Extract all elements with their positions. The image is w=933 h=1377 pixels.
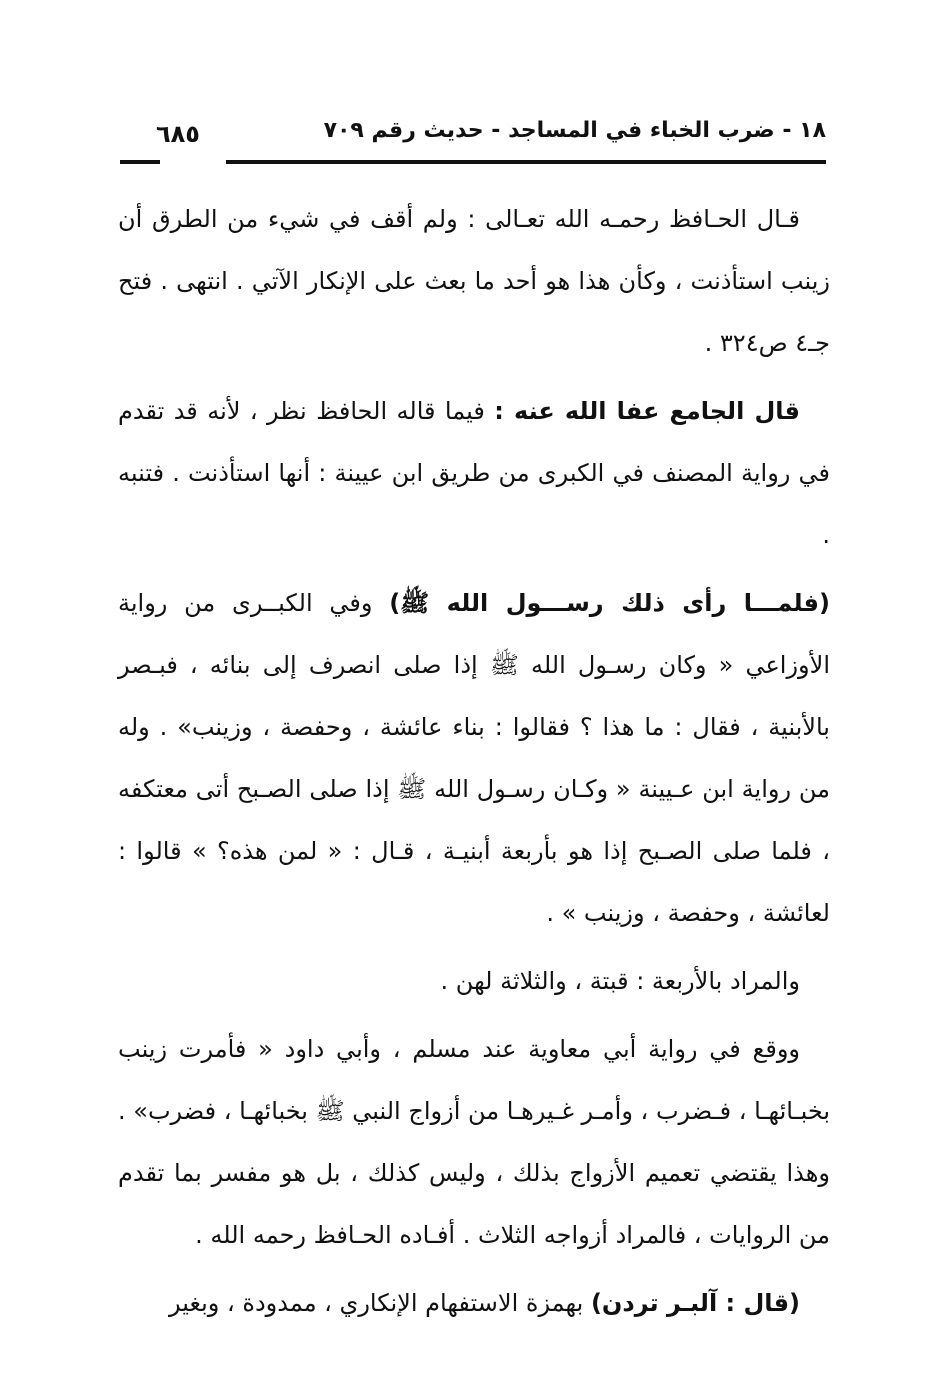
paragraph-hafiz-quote	[118, 188, 830, 374]
header-rule-short	[120, 160, 160, 164]
paragraph-text: والمراد بالأربعة : قبتة ، والثلاثة لهن .	[440, 967, 800, 995]
paragraph-text: بهمزة الاستفهام الإنكاري ، ممدودة ، وبغير	[169, 1289, 591, 1317]
paragraph-text: وفي الكبــرى من رواية الأوزاعي « وكان رسـول الله ﷺ إذا صلى انصرف إلى بنائه ، فبـصر بالأبنية ، فقال : ما هذا ؟ فقالوا : بناء عائشة ، وحفصة ، وزينب» . وله من رواية ابن عـيينة « وكـان رسـول الله ﷺ إذا صلى الصـبح أتى معتكفه ، فلما صلى الصـبح إذا هو بأربعة أبنيـة ، قـال : « لمن هذه؟ » قالوا : لعائشة ، وحفصة ، وزينب » .	[118, 589, 830, 927]
paragraph-text: قـال الحـافظ رحمـه الله تعـالى : ولم أقف في شيء من الطرق أن زينب استأذنت ، وكأن هذا هو أحد ما بعث على الإنكار الآتي . انتهى . فتح جـ٤ ص٣٢٤ .	[118, 205, 830, 357]
header-rule	[226, 160, 826, 164]
paragraph-lead: (فلمـــا رأى ذلك رســـول الله ﷺ)	[389, 589, 830, 617]
paragraph-lead: قال الجامع عفا الله عنه :	[494, 397, 800, 425]
paragraph-abi-muawiya	[118, 1018, 830, 1266]
paragraph-hadith-text	[118, 572, 830, 944]
paragraph-text: فيما قاله الحافظ نظر ، لأنه قد تقدم في رواية المصنف في الكبرى من طريق ابن عيينة : أنها استأذنت . فتنبه .	[118, 397, 830, 549]
paragraph-lead: (قال : آلبـر تردن)	[590, 1289, 800, 1317]
page-number: ٦٨٥	[156, 120, 200, 148]
paragraph-text: ووقع في رواية أبي معاوية عند مسلم ، وأبي داود « فأمرت زينب بخبـائهـا ، فـضرب ، وأمـر غـيرهـا من أزواج النبي ﷺ بخبائهـا ، فضرب» . وهذا يقتضي تعميم الأزواج بذلك ، وليس كذلك ، بل هو مفسر بما تقدم من الروايات ، فالمراد أزواجه الثلاث . أفـاده الحـافظ رحمه الله .	[118, 1035, 830, 1249]
running-header	[120, 118, 826, 170]
header-title: ١٨ - ضرب الخباء في المساجد - حديث رقم ٧٠٩	[323, 118, 826, 143]
paragraph-meaning	[118, 950, 830, 1012]
paragraph-jami-comment	[118, 380, 830, 566]
paragraph-albirr	[118, 1272, 830, 1334]
page-body	[118, 188, 830, 1334]
